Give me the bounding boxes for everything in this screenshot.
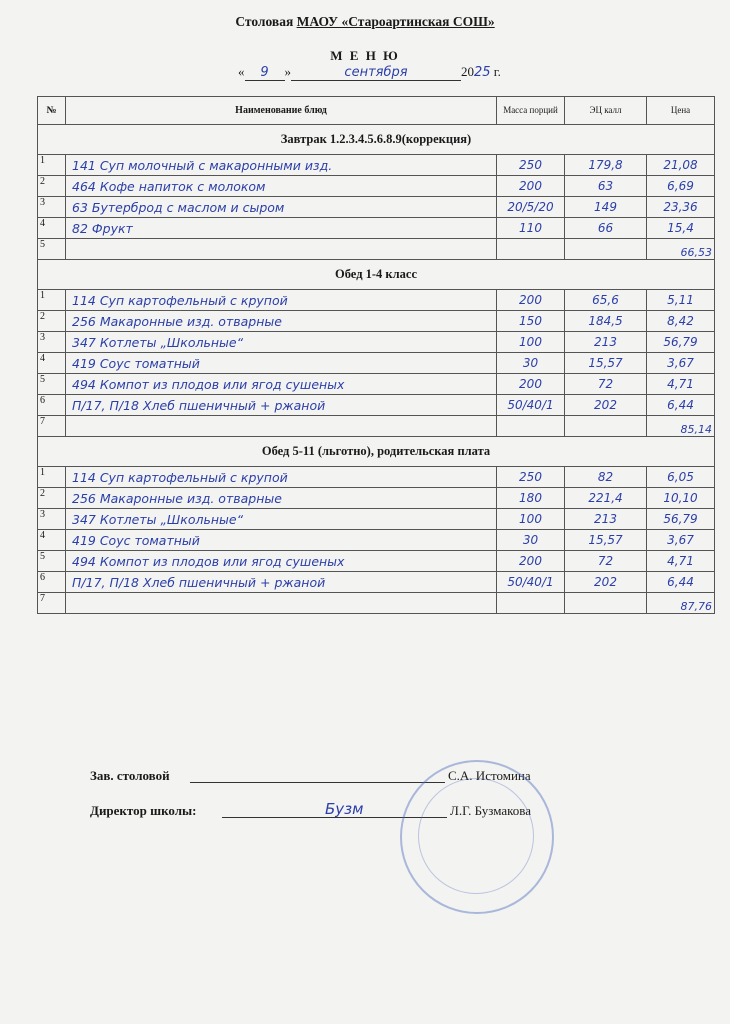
dish-mass: 200 xyxy=(497,374,565,395)
dish-energy: 72 xyxy=(565,551,647,572)
section-header xyxy=(38,260,715,290)
section-header xyxy=(38,437,715,467)
dish-price: 5,11 xyxy=(647,290,715,311)
table-row xyxy=(38,176,715,197)
table-row xyxy=(38,530,715,551)
dish-price: 3,67 xyxy=(647,353,715,374)
row-number: 5 xyxy=(38,551,66,572)
dish-mass: 200 xyxy=(497,551,565,572)
dish-energy: 15,57 xyxy=(565,530,647,551)
dish-energy: 66 xyxy=(565,218,647,239)
dish-mass: 100 xyxy=(497,509,565,530)
dish-energy: 202 xyxy=(565,395,647,416)
table-row xyxy=(38,572,715,593)
row-number: 4 xyxy=(38,530,66,551)
dish-energy: 213 xyxy=(565,509,647,530)
dish-energy xyxy=(565,593,647,614)
dish-energy xyxy=(565,239,647,260)
menu-date: « 9 » сентября 2025 г. xyxy=(238,64,501,80)
dish-name: 114 Суп картофельный с крупой xyxy=(66,290,497,311)
dish-name: 419 Соус томатный xyxy=(66,353,497,374)
dish-name: 256 Макаронные изд. отварные xyxy=(66,311,497,332)
dish-price: 10,10 xyxy=(647,488,715,509)
row-number: 1 xyxy=(38,467,66,488)
section-title: Обед 1-4 класс xyxy=(38,260,715,290)
dish-name xyxy=(66,239,497,260)
dish-mass: 20/5/20 xyxy=(497,197,565,218)
manager-name: С.А. Истомина xyxy=(448,768,531,783)
dish-mass: 50/40/1 xyxy=(497,395,565,416)
row-number: 2 xyxy=(38,488,66,509)
dish-price: 56,79 xyxy=(647,332,715,353)
table-row xyxy=(38,290,715,311)
dish-energy: 184,5 xyxy=(565,311,647,332)
document-title xyxy=(0,14,730,30)
row-number: 5 xyxy=(38,374,66,395)
row-number: 5 xyxy=(38,239,66,260)
dish-name: 114 Суп картофельный с крупой xyxy=(66,467,497,488)
dish-mass: 180 xyxy=(497,488,565,509)
table-row xyxy=(38,509,715,530)
school-stamp-inner xyxy=(418,778,534,894)
title-prefix: Столовая xyxy=(235,14,294,29)
col-price: Цена xyxy=(647,97,715,125)
col-number: № xyxy=(38,97,66,125)
col-name: Наименование блюд xyxy=(66,97,497,125)
dish-name: П/17, П/18 Хлеб пшеничный + ржаной xyxy=(66,395,497,416)
dish-energy: 65,6 xyxy=(565,290,647,311)
row-number: 2 xyxy=(38,311,66,332)
year-suffix: 25 xyxy=(474,65,491,80)
manager-sign-line xyxy=(190,768,445,783)
dish-mass: 250 xyxy=(497,155,565,176)
dish-name: 494 Компот из плодов или ягод сушеных xyxy=(66,551,497,572)
row-number: 3 xyxy=(38,332,66,353)
section-total: 87,76 xyxy=(647,593,715,614)
table-row xyxy=(38,395,715,416)
section-header xyxy=(38,125,715,155)
dish-mass xyxy=(497,593,565,614)
dish-mass: 200 xyxy=(497,290,565,311)
row-number: 6 xyxy=(38,572,66,593)
dish-price: 6,69 xyxy=(647,176,715,197)
section-title: Обед 5-11 (льготно), родительская плата xyxy=(38,437,715,467)
dish-mass xyxy=(497,239,565,260)
dish-mass xyxy=(497,416,565,437)
dish-price: 4,71 xyxy=(647,374,715,395)
year-prefix: 20 xyxy=(461,64,474,79)
dish-mass: 250 xyxy=(497,467,565,488)
dish-energy: 202 xyxy=(565,572,647,593)
table-row xyxy=(38,467,715,488)
dish-energy xyxy=(565,416,647,437)
table-row xyxy=(38,374,715,395)
dish-mass: 30 xyxy=(497,353,565,374)
date-month: сентября xyxy=(291,65,461,81)
table-header xyxy=(38,97,715,125)
dish-energy: 179,8 xyxy=(565,155,647,176)
row-number: 7 xyxy=(38,593,66,614)
table-row xyxy=(38,593,715,614)
dish-price: 4,71 xyxy=(647,551,715,572)
table-row xyxy=(38,353,715,374)
row-number: 1 xyxy=(38,290,66,311)
row-number: 3 xyxy=(38,197,66,218)
dish-energy: 149 xyxy=(565,197,647,218)
dish-price: 56,79 xyxy=(647,509,715,530)
dish-name xyxy=(66,416,497,437)
dish-mass: 150 xyxy=(497,311,565,332)
dish-name: 141 Суп молочный с макаронными изд. xyxy=(66,155,497,176)
dish-energy: 221,4 xyxy=(565,488,647,509)
table-row xyxy=(38,416,715,437)
table-row xyxy=(38,197,715,218)
dish-price: 6,44 xyxy=(647,395,715,416)
row-number: 4 xyxy=(38,353,66,374)
dish-price: 21,08 xyxy=(647,155,715,176)
dish-name: 347 Котлеты „Школьные“ xyxy=(66,332,497,353)
dish-energy: 63 xyxy=(565,176,647,197)
dish-mass: 100 xyxy=(497,332,565,353)
col-mass: Масса порций xyxy=(497,97,565,125)
dish-price: 15,4 xyxy=(647,218,715,239)
dish-energy: 82 xyxy=(565,467,647,488)
dish-energy: 72 xyxy=(565,374,647,395)
dish-price: 6,44 xyxy=(647,572,715,593)
row-number: 7 xyxy=(38,416,66,437)
menu-table xyxy=(37,96,715,614)
dish-name: 464 Кофе напиток с молоком xyxy=(66,176,497,197)
dish-name: 256 Макаронные изд. отварные xyxy=(66,488,497,509)
dish-name: 82 Фрукт xyxy=(66,218,497,239)
school-name: МАОУ «Староартинская СОШ» xyxy=(296,14,495,29)
dish-name: П/17, П/18 Хлеб пшеничный + ржаной xyxy=(66,572,497,593)
table-row xyxy=(38,311,715,332)
dish-price: 8,42 xyxy=(647,311,715,332)
dish-mass: 30 xyxy=(497,530,565,551)
dish-name: 63 Бутерброд с маслом и сыром xyxy=(66,197,497,218)
table-row xyxy=(38,155,715,176)
col-energy: ЭЦ калл xyxy=(565,97,647,125)
section-total: 85,14 xyxy=(647,416,715,437)
director-label: Директор школы: xyxy=(90,803,197,818)
row-number: 6 xyxy=(38,395,66,416)
dish-name xyxy=(66,593,497,614)
table-row xyxy=(38,551,715,572)
dish-energy: 213 xyxy=(565,332,647,353)
table-row xyxy=(38,239,715,260)
section-title: Завтрак 1.2.3.4.5.6.8.9(коррекция) xyxy=(38,125,715,155)
dish-mass: 50/40/1 xyxy=(497,572,565,593)
dish-name: 494 Компот из плодов или ягод сушеных xyxy=(66,374,497,395)
director-signature: Бузм xyxy=(325,800,364,818)
dish-energy: 15,57 xyxy=(565,353,647,374)
row-number: 2 xyxy=(38,176,66,197)
dish-price: 6,05 xyxy=(647,467,715,488)
dish-price: 23,36 xyxy=(647,197,715,218)
table-row xyxy=(38,488,715,509)
dish-mass: 200 xyxy=(497,176,565,197)
date-day: 9 xyxy=(245,65,285,81)
table-row xyxy=(38,218,715,239)
dish-name: 419 Соус томатный xyxy=(66,530,497,551)
dish-price: 3,67 xyxy=(647,530,715,551)
table-row xyxy=(38,332,715,353)
row-number: 1 xyxy=(38,155,66,176)
row-number: 4 xyxy=(38,218,66,239)
manager-label: Зав. столовой xyxy=(90,768,170,783)
row-number: 3 xyxy=(38,509,66,530)
section-total: 66,53 xyxy=(647,239,715,260)
director-name: Л.Г. Бузмакова xyxy=(450,803,532,818)
dish-mass: 110 xyxy=(497,218,565,239)
menu-heading: М Е Н Ю xyxy=(330,48,400,63)
dish-name: 347 Котлеты „Школьные“ xyxy=(66,509,497,530)
